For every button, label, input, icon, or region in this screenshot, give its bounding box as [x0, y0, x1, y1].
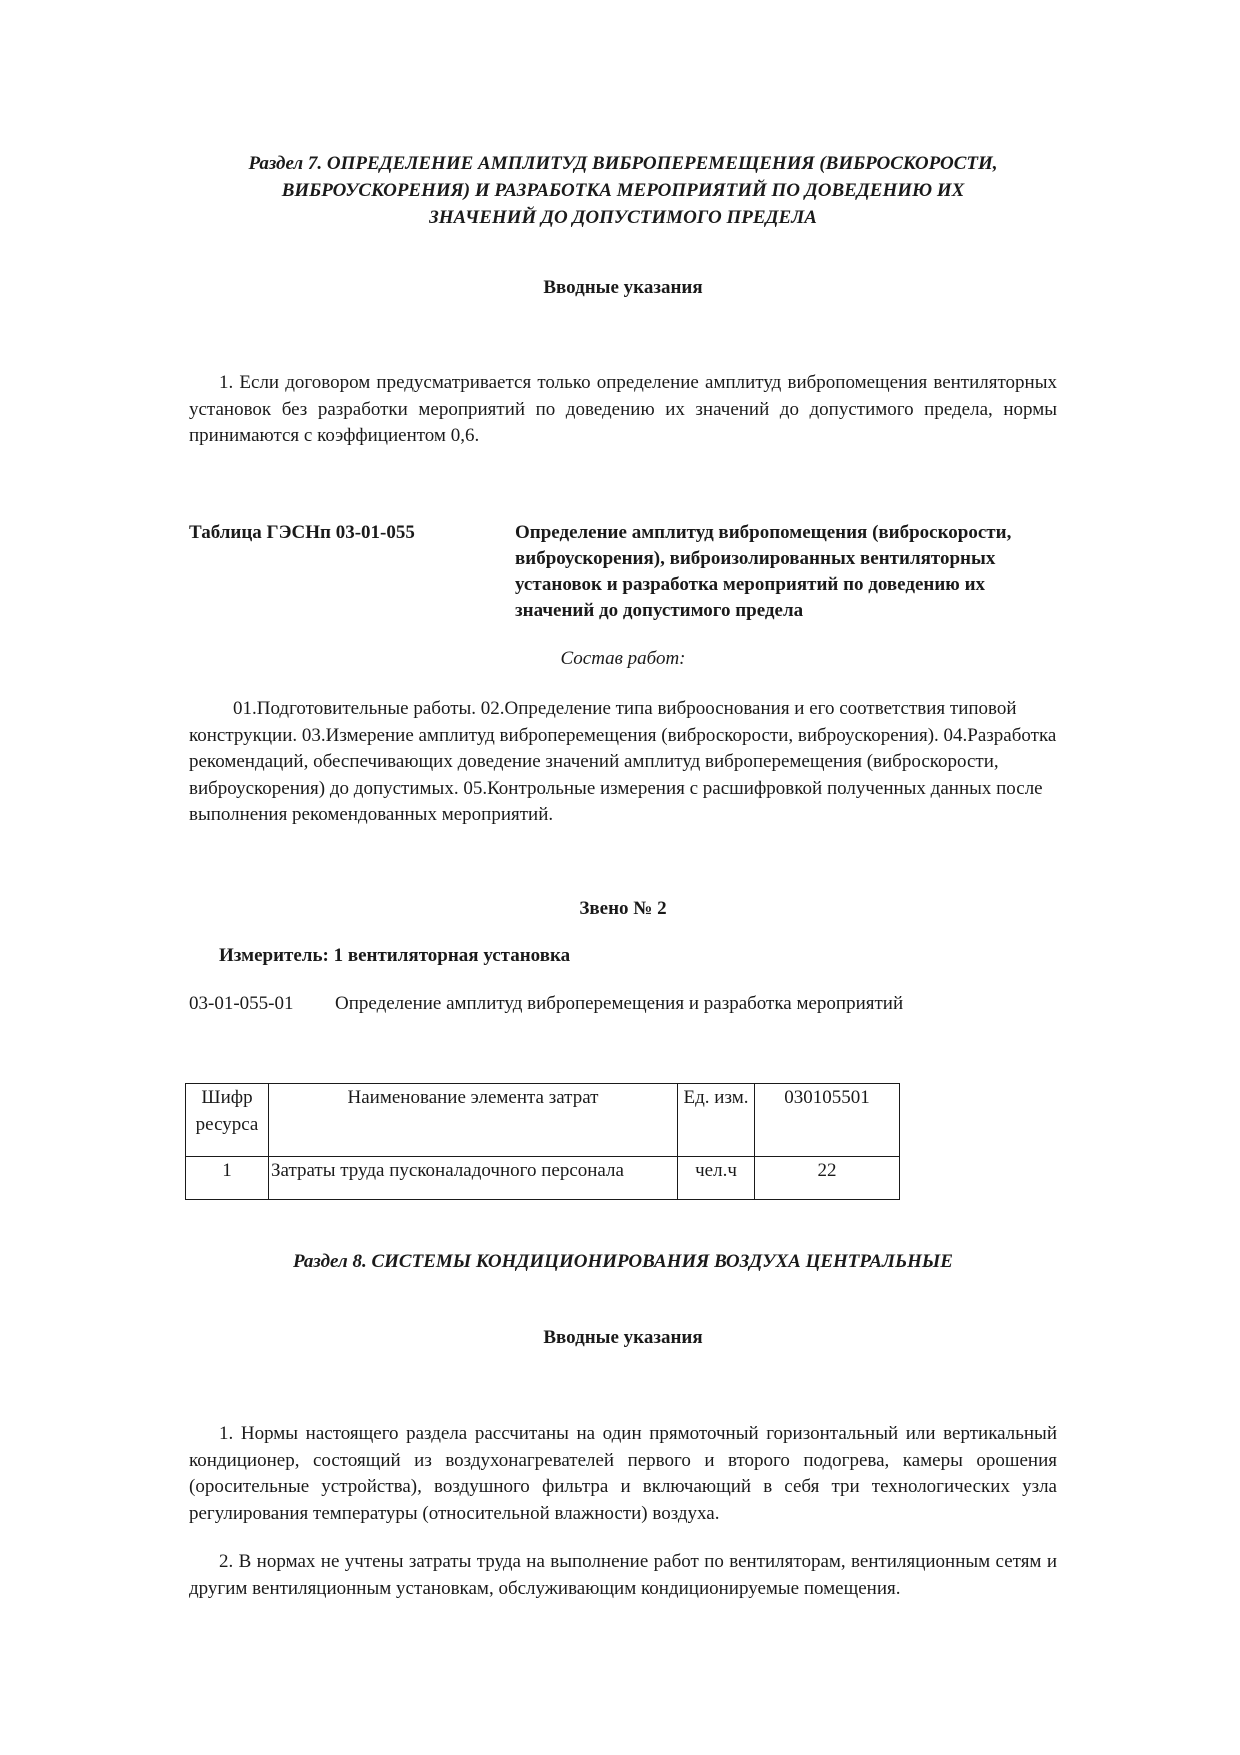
row-unit: чел.ч [678, 1157, 755, 1200]
header-unit: Ед. изм. [678, 1084, 755, 1157]
section-8-intro-heading: Вводные указания [543, 1327, 703, 1348]
document-page [189, 0, 1057, 1755]
work-composition-text: 01.Подготовительные работы. 02.Определение типа виброоснования и его соответствия типовой конструкции. 03.Измерение амплитуд виброперемещения (виброскорости, виброускорения). 04.Разработка рекомендаций, обеспечивающих доведение значений амплитуд виброперемещения (виброскорости, виброускорения) до допустимых. 05.Контрольные измерения с расшифровкой полученных данных после выполнения рекомендованных мероприятий. [189, 698, 1057, 825]
section-7-title [189, 150, 1057, 231]
table-header-row [186, 1084, 900, 1157]
table-title: Определение амплитуд вибропомещения (виброскорости, виброускорения), виброизолированных вентиляторных установок и разработка мероприятий по доведению их значений до допустимого предела [515, 522, 1012, 621]
crew-label: Звено № 2 [579, 898, 667, 919]
row-resource-code: 1 [186, 1157, 269, 1200]
section-8-paragraph-1: 1. Нормы настоящего раздела рассчитаны на один прямоточный горизонтальный или вертикальный кондиционер, состоящий из воздухонагревателей первого и второго подогрева, камеры орошения (оросительные устройства), воздушного фильтра и включающий в себя три технологических узла регулирования температуры (относительной влажности) воздуха. [189, 1423, 1057, 1524]
norm-item-code: 03-01-055-01 [189, 993, 294, 1014]
row-cost-element-name: Затраты труда пусконаладочного персонала [269, 1157, 678, 1200]
measure-unit-label: Измеритель: 1 вентиляторная установка [219, 945, 571, 966]
section-7-title-line-3: ЗНАЧЕНИЙ ДО ДОПУСТИМОГО ПРЕДЕЛА [429, 207, 817, 228]
section-8-paragraph-2: 2. В нормах не учтены затраты труда на выполнение работ по вентиляторам, вентиляционным сетям и другим вентиляционным установкам, обслуживающим кондиционируемые помещения. [189, 1551, 1057, 1599]
section-7-intro-heading: Вводные указания [543, 277, 703, 298]
section-7-title-line-1: Раздел 7. ОПРЕДЕЛЕНИЕ АМПЛИТУД ВИБРОПЕРЕМЕЩЕНИЯ (ВИБРОСКОРОСТИ, [248, 153, 998, 174]
header-resource-code: Шифр ресурса [186, 1084, 269, 1157]
section-8-title: Раздел 8. СИСТЕМЫ КОНДИЦИОНИРОВАНИЯ ВОЗДУХА ЦЕНТРАЛЬНЫЕ [293, 1251, 953, 1272]
table-row [186, 1157, 900, 1200]
header-cost-element-name: Наименование элемента затрат [269, 1084, 678, 1157]
resource-table [185, 1083, 900, 1200]
row-value: 22 [755, 1157, 900, 1200]
section-7-title-line-2: ВИБРОУСКОРЕНИЯ) И РАЗРАБОТКА МЕРОПРИЯТИЙ ПО ДОВЕДЕНИЮ ИХ [281, 180, 965, 201]
table-label: Таблица ГЭСНп 03-01-055 [189, 522, 415, 543]
work-composition-heading: Состав работ: [560, 648, 686, 669]
norm-item-line [189, 993, 903, 1015]
norm-item-description: Определение амплитуд виброперемещения и разработка мероприятий [335, 993, 904, 1014]
section-7-intro-paragraph: 1. Если договором предусматривается только определение амплитуд вибропомещения вентиляторных установок без разработки мероприятий по доведению их значений до допустимого предела, нормы принимаются с коэффициентом 0,6. [189, 372, 1057, 446]
header-norm-code: 030105501 [755, 1084, 900, 1157]
